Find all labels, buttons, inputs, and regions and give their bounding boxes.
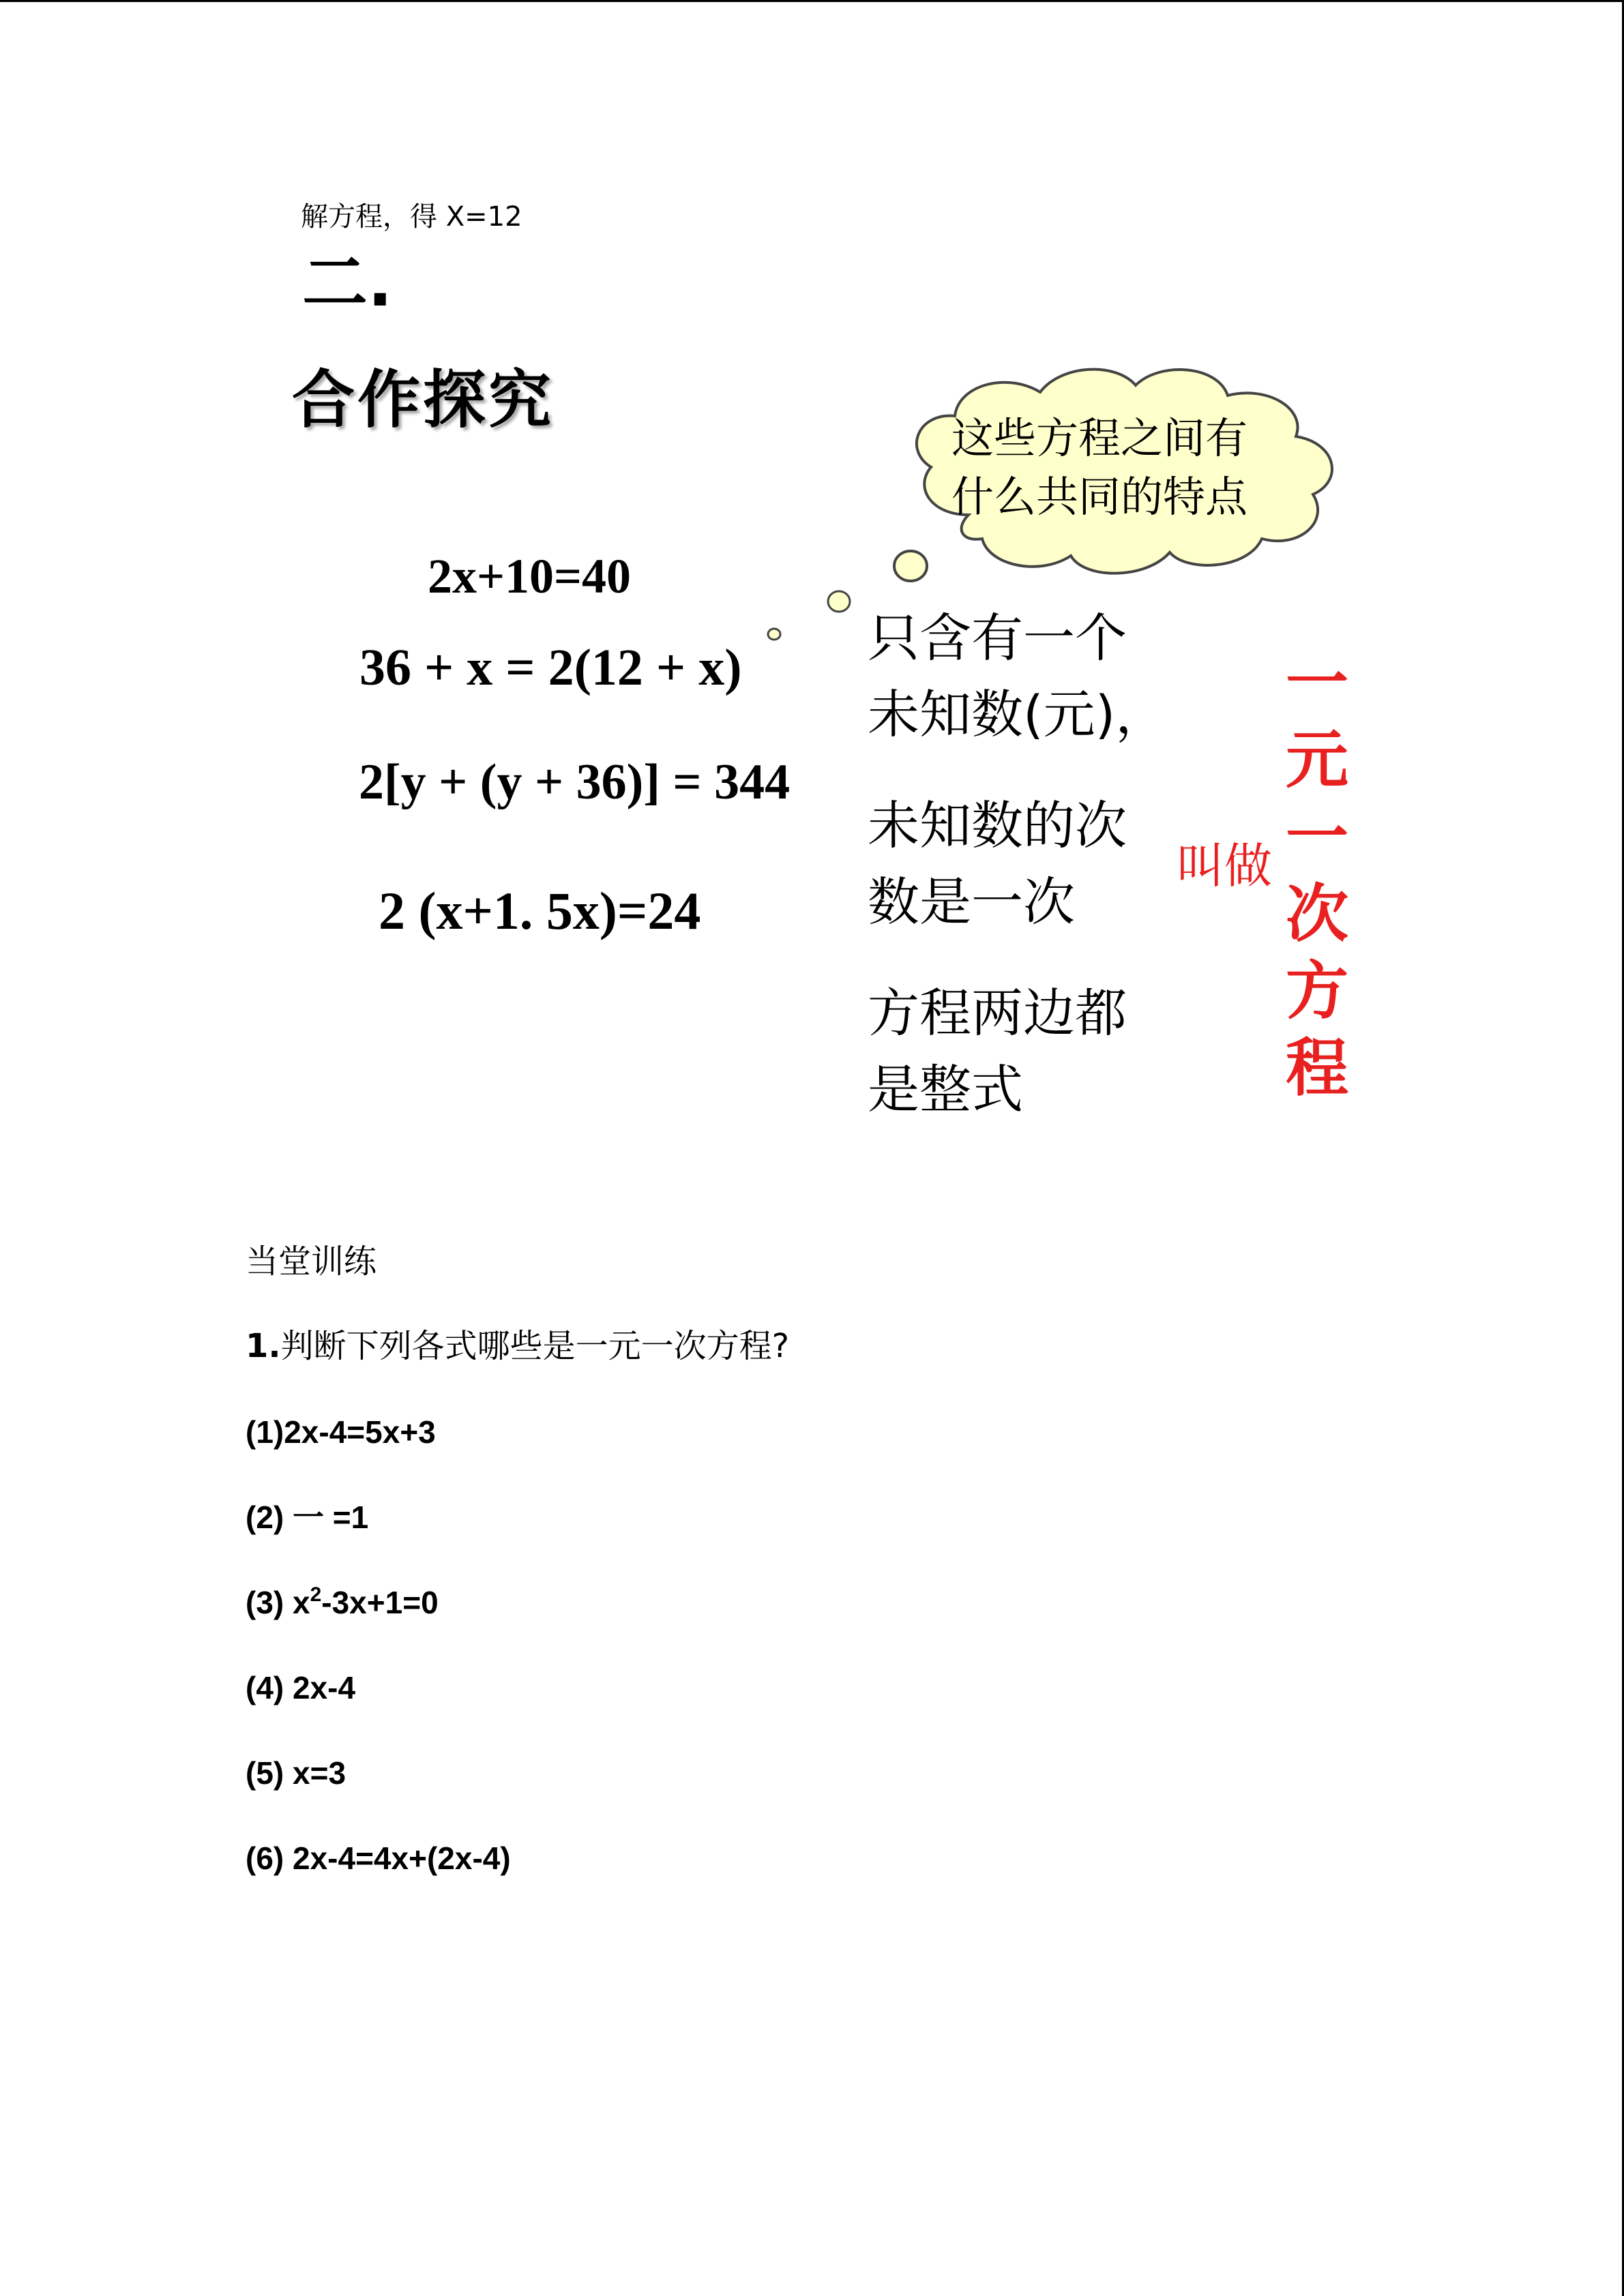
question-1-text: 判断下列各式哪些是一元一次方程?: [280, 1327, 790, 1365]
option-2: (2) 一 =1: [246, 1500, 369, 1535]
thought-bubble-small-dot-icon: [764, 624, 784, 644]
feature-degree-one: [868, 788, 1127, 940]
feature-3-line-1: 方程两边都: [868, 983, 1127, 1043]
feature-polynomial-sides: [868, 975, 1127, 1128]
feature-3-line-2: 是整式: [868, 1059, 1023, 1120]
linear-equation-term: 一元一次方程: [1286, 646, 1349, 1105]
option-3-suffix: -3x+1=0: [321, 1585, 439, 1620]
equation-4: 2 (x+1. 5x)=24: [379, 881, 701, 940]
called-label: 叫做: [1177, 838, 1272, 894]
feature-one-unknown: [868, 600, 1167, 753]
option-3: [246, 1582, 439, 1623]
option-6: (6) 2x-4=4x+(2x-4): [246, 1840, 511, 1876]
equation-3: 2[y + (y + 36)] = 344: [359, 754, 791, 810]
cloud-question-line-2: 什么共同的特点: [951, 472, 1248, 522]
question-1-number: 1.: [246, 1327, 281, 1365]
section-number: 二.: [302, 245, 393, 321]
page-top-border: [0, 0, 1624, 2]
cloud-question-line-1: 这些方程之间有: [951, 413, 1248, 463]
cloud-question: [951, 409, 1247, 526]
option-4: (4) 2x-4: [246, 1670, 356, 1705]
practice-section-title: 当堂训练: [246, 1242, 377, 1281]
feature-2-line-1: 未知数的次: [868, 795, 1127, 856]
equation-1: 2x+10=40: [428, 549, 632, 603]
option-5: (5) x=3: [246, 1755, 346, 1791]
solve-result-line: 解方程，得 X=12: [301, 201, 522, 233]
option-1: (1)2x-4=5x+3: [246, 1414, 436, 1450]
thought-bubble-dots-icon: [822, 586, 863, 648]
question-1-title: [246, 1324, 789, 1368]
cooperative-inquiry-title: 合作探究: [292, 363, 555, 436]
feature-1-line-2: 未知数(元)，: [868, 684, 1168, 745]
equation-2: 36 + x = 2(12 + x): [359, 639, 742, 696]
feature-2-line-2: 数是一次: [868, 871, 1075, 932]
option-3-prefix: (3) x: [246, 1585, 310, 1620]
option-3-exponent: 2: [310, 1583, 322, 1606]
feature-1-line-1: 只含有一个: [868, 608, 1127, 668]
